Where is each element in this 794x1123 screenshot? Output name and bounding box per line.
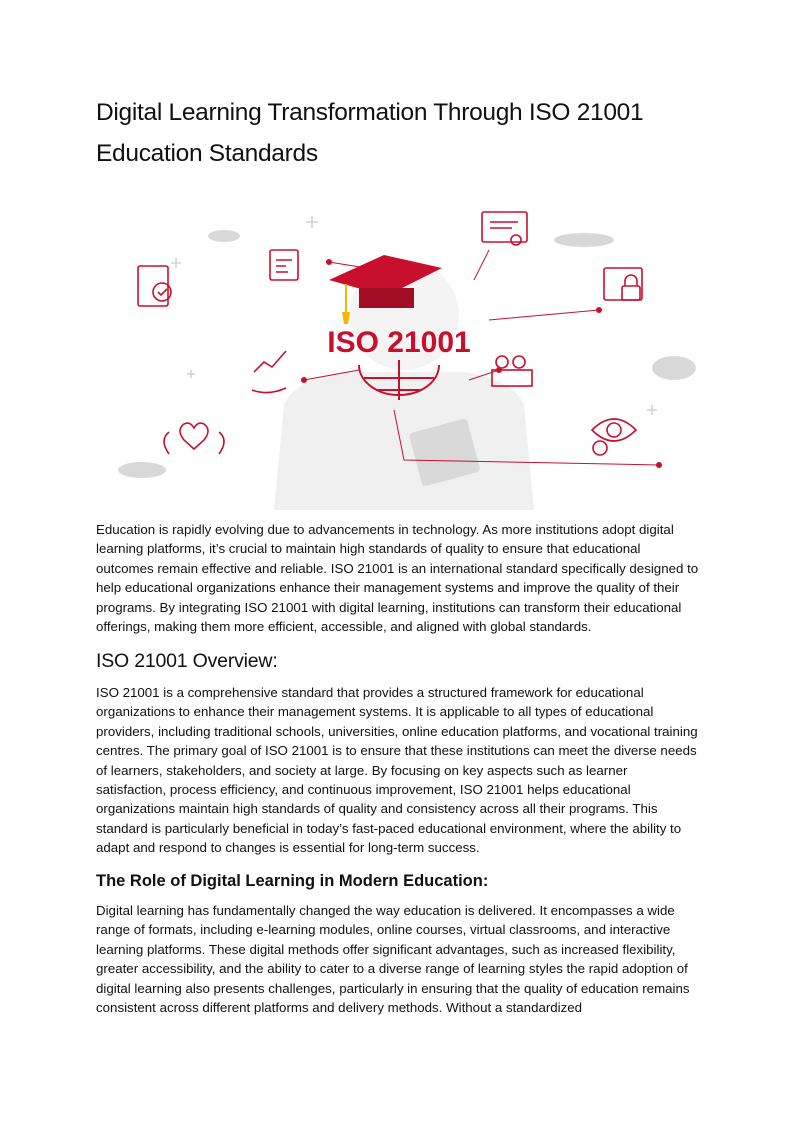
intro-paragraph: Education is rapidly evolving due to advancements in technology. As more institutions adopt digital learning platforms, it’s crucial to maintain high standards of quality to ensure that educational outcomes remain effective and reliable. ISO 21001 is an international standard specifically designed to help educational organizations enhance their management systems and improve the quality of their programs. By integrating ISO 21001 with digital learning, institutions can transform their educational offerings, making them more efficient, accessible, and aligned with global standards.: [96, 522, 699, 635]
title-line-1: Digital Learning Transformation Through ISO 21001: [96, 99, 644, 126]
growth-chart-icon: [252, 351, 286, 393]
iso-badge-text: ISO 21001: [327, 326, 471, 359]
role-heading: The Role of Digital Learning in Modern Education:: [96, 872, 489, 890]
title-line-2: Education Standards: [96, 140, 318, 167]
eye-gear-icon: [592, 419, 636, 455]
overview-paragraph: ISO 21001 is a comprehensive standard that provides a structured framework for educational organizations to enhance their management systems. It is applicable to all types of educational providers, including traditional schools, universities, online education platforms, and vocational training centres. The primary goal of ISO 21001 is to ensure that these institutions can meet the diverse needs of learners, stakeholders, and society at large. By focusing on key aspects such as learner satisfaction, process efficiency, and continuous improvement, ISO 21001 helps educational organizations maintain high standards of quality and consistency across all their programs. This standard is particularly beneficial in today’s fast-paced educational environment, where the ability to adapt and respond to changes is essential for long-term success.: [96, 685, 698, 856]
secure-window-icon: [604, 268, 642, 300]
calendar-icon: [270, 250, 298, 280]
page-title: [96, 92, 696, 174]
overview-heading: ISO 21001 Overview:: [96, 650, 278, 672]
role-paragraph: Digital learning has fundamentally changed the way education is delivered. It encompasses a wide range of formats, including e-learning modules, online courses, virtual classrooms, and interactive learning platforms. These digital methods offer significant advantages, such as increased flexibility, greater accessibility, and the ability to cater to a diverse range of learning styles the rapid adoption of digital learning also presents challenges, particularly in ensuring that the quality of education remains consistent across different platforms and delivery methods. Without a standardized: [96, 903, 690, 1016]
hero-illustration: [114, 200, 698, 510]
clipboard-icon: [138, 266, 171, 306]
heart-hands-icon: [164, 423, 224, 454]
certificate-icon: [482, 212, 527, 245]
